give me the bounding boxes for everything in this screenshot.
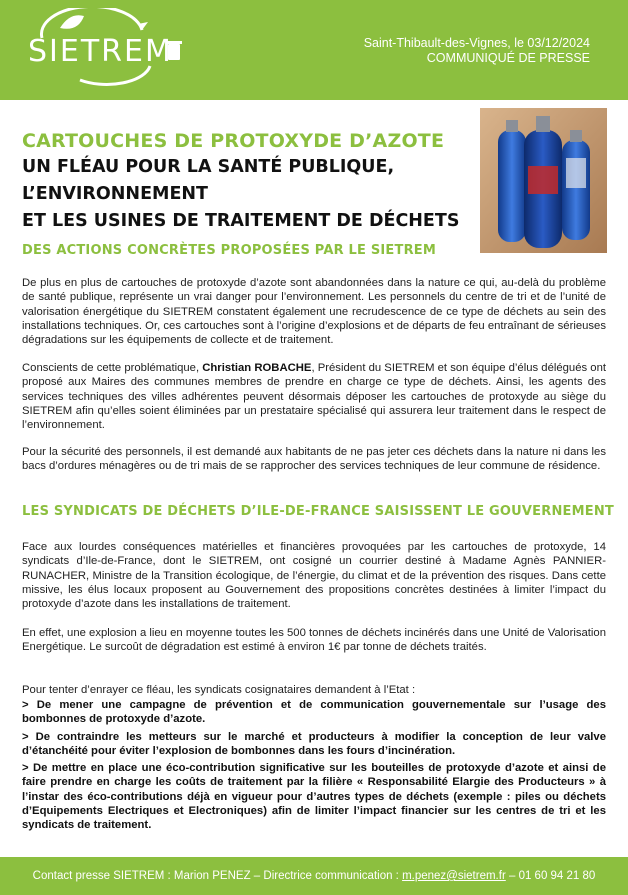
- place-date: Saint-Thibault-des-Vignes, le 03/12/2024: [363, 36, 590, 50]
- footer-contact: [0, 857, 628, 895]
- demand-item: > De mettre en place une éco-contribution significative sur les bouteilles de protoxyde d’azote et ainsi de faire prendre en charge les coûts de traitement par la filière « Responsabilité Elargie des Producteurs » à l’instar des éco-contributions déjà en vigueur pour d’autres types de déchets (exemple : piles ou déchets d’Equipements Electriques et Electroniques) afin de limiter l’impact financier sur les centres de tri et les syndicats de traitement.: [22, 762, 606, 832]
- logo-text: SIETREM: [28, 34, 173, 69]
- section2-paragraph-1: Face aux lourdes conséquences matérielles et financières provoquées par les cartouches de protoxyde, 14 syndicats d’Ile-de-France, dont le SIETREM, ont cosigné un courrier destiné à Madame Agnès PANNIER-RUNACHER, Ministre de la Transition écologique, de l’énergie, du climat et de la prévention des risques. Dans cette missive, les élus locaux proposent au Gouvernement des propositions concrètes destinées à limiter l’impact du protoxyde d’azote dans les installations de traitement.: [22, 541, 606, 611]
- footer-prefix: Contact presse SIETREM : Marion PENEZ – Directrice communication :: [32, 870, 403, 882]
- subtitle-line-1: UN FLÉAU POUR LA SANTÉ PUBLIQUE, L’ENVIRONNEMENT: [22, 157, 395, 204]
- title-block: [22, 128, 482, 235]
- contact-email-link[interactable]: m.penez@sietrem.fr: [402, 870, 506, 882]
- footer-suffix: – 01 60 94 21 80: [505, 870, 596, 882]
- sietrem-logo: [20, 8, 195, 88]
- demand-item: > De contraindre les metteurs sur le marché et producteurs à modifier la conception de leur valve d’étanchéité pour éviter l’explosion de bombonnes dans les fours d’incinération.: [22, 730, 606, 757]
- main-title: CARTOUCHES DE PROTOXYDE D’AZOTE: [22, 130, 445, 152]
- section2-heading: LES SYNDICATS DE DÉCHETS D’ILE-DE-FRANCE SAISISSENT LE GOUVERNEMENT: [22, 504, 614, 519]
- section2-paragraph-2: En effet, une explosion a lieu en moyenne toutes les 500 tonnes de déchets incinérés dans une Unité de Valorisation Energétique. Le surcoût de dégradation est estimé à environ 1€ par tonne de déchets traités.: [22, 627, 606, 654]
- subtitle-line-2: ET LES USINES DE TRAITEMENT DE DÉCHETS: [22, 211, 460, 231]
- section1-heading: DES ACTIONS CONCRÈTES PROPOSÉES PAR LE SIETREM: [22, 243, 437, 258]
- president-name: Christian ROBACHE: [202, 362, 312, 374]
- demands-list: [22, 698, 606, 836]
- demand-item: > De mener une campagne de prévention et de communication gouvernementale sur l’usage des bombonnes de protoxyde d’azote.: [22, 699, 606, 726]
- section1-paragraph-3: Pour la sécurité des personnels, il est demandé aux habitants de ne pas jeter ces déchets dans la nature ni dans les bacs d’ordures ménagères ou de tri mais de se rapprocher des services techniques de leur commune de résidence.: [22, 446, 606, 473]
- doc-type: COMMUNIQUÉ DE PRESSE: [426, 51, 590, 65]
- section1-p2-text-a: Conscients de cette problématique,: [22, 362, 203, 374]
- header-meta: [364, 36, 590, 66]
- section2-paragraph-3: Pour tenter d’enrayer ce fléau, les syndicats cosignataires demandent à l’Etat :: [22, 684, 416, 696]
- cartridges-photo: [480, 108, 607, 253]
- section1-paragraph-2: [22, 361, 606, 432]
- section1-p2-text-b: , Président du SIETREM et son équipe d’élus délégués ont proposé aux Maires des communes membres de prendre en charge ce type de déchets. Ainsi, les agents des services techniques des villes adhérentes peuvent désormais déposer les cartouches de protoxyde au siège du SIETREM afin qu’elles soient éliminées par un prestataire spécialisé qui assurera leur traitement dans le respect de l’environnement.: [22, 362, 606, 432]
- section1-paragraph-1: De plus en plus de cartouches de protoxyde d’azote sont abandonnées dans la nature ce qui, au-delà du problème de santé publique, représente un vrai danger pour l’environnement. Les personnels du centre de tri et de l’unité de valorisation énergétique du SIETREM constatent également une recrudescence de ce type de déchets au sein des installations techniques. Or, ces cartouches sont à l’origine d’explosions et de départs de feu entraînant de sérieuses dégradations sur les équipements de collecte et de traitement.: [22, 277, 606, 347]
- header-banner: [0, 0, 628, 100]
